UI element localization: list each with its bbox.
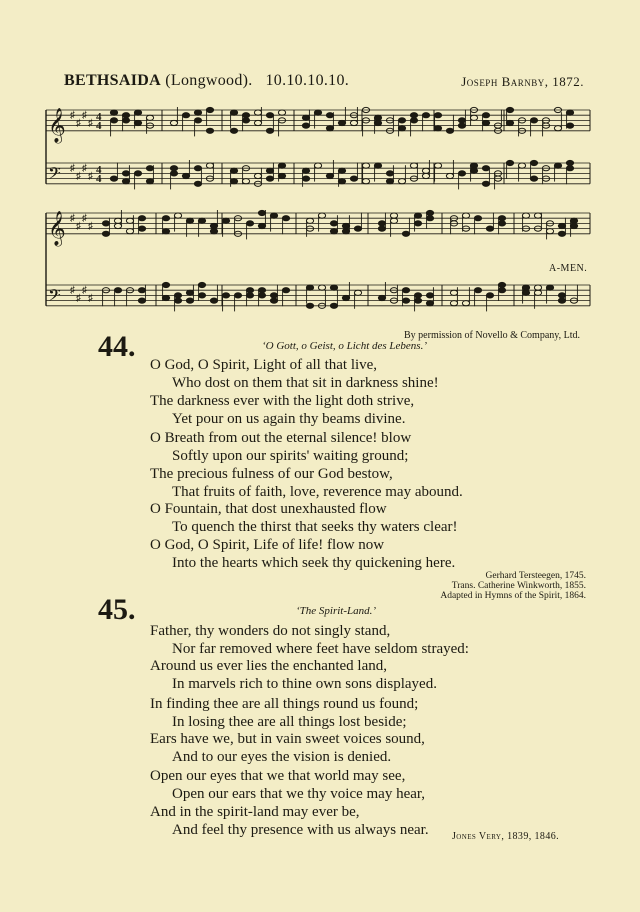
hymn-45-line: In losing thee are all things lost beside; — [172, 714, 407, 730]
sharp-icon: ♯ — [82, 110, 87, 122]
note-head — [258, 223, 265, 228]
sharp-icon: ♯ — [76, 293, 81, 304]
note-head — [138, 226, 145, 231]
note-head — [174, 293, 181, 298]
note-head — [222, 293, 229, 298]
note-head — [162, 295, 169, 300]
note-head — [414, 298, 421, 303]
note-head — [126, 218, 133, 223]
note-head — [246, 288, 253, 293]
note-head — [146, 166, 153, 171]
note-head — [338, 120, 345, 125]
hymn-45-source: ‘The Spirit-Land.’ — [296, 605, 377, 617]
note-head — [546, 285, 553, 290]
note-head — [546, 229, 553, 234]
note-head — [302, 176, 309, 181]
note-head — [566, 166, 573, 171]
note-head — [486, 293, 493, 298]
hymn-44-line: O Fountain, that dost unexhausted flow — [150, 501, 387, 517]
bass-clef-icon: 𝄢 — [48, 162, 61, 187]
hymn-45-line: Around us ever lies the enchanted land, — [150, 658, 388, 674]
time-signature-icon: 4 — [96, 164, 102, 176]
note-head — [302, 123, 309, 128]
note-head — [434, 113, 441, 118]
note-head — [422, 173, 429, 178]
permission-note: By permission of Novello & Company, Ltd. — [404, 330, 581, 341]
composer: Joseph Barnby, 1872. — [461, 74, 584, 89]
note-head — [258, 293, 265, 298]
note-head — [410, 163, 417, 168]
note-head — [426, 210, 433, 215]
note-head — [138, 288, 145, 293]
hymn-45-credit: Jones Very, 1839, 1846. — [452, 831, 560, 842]
note-head — [414, 221, 421, 226]
tune-meter: 10.10.10.10. — [265, 72, 350, 89]
note-head — [102, 221, 109, 226]
time-signature-icon: 4 — [96, 111, 102, 123]
credit-translator: Trans. Catherine Winkworth, 1855. — [451, 581, 586, 591]
hymn-45-line: Nor far removed where feet have seldom strayed: — [172, 641, 469, 657]
note-head — [398, 179, 405, 184]
note-head — [182, 173, 189, 178]
note-head — [558, 298, 565, 303]
note-head — [534, 285, 541, 290]
note-head — [530, 160, 537, 165]
note-head — [278, 163, 285, 168]
note-head — [174, 298, 181, 303]
note-head — [230, 110, 237, 115]
amen-label: A-MEN. — [549, 263, 588, 274]
note-head — [198, 218, 205, 223]
note-head — [318, 285, 325, 290]
note-head — [566, 123, 573, 128]
note-head — [566, 160, 573, 165]
note-head — [194, 110, 201, 115]
note-head — [570, 223, 577, 228]
note-head — [254, 173, 261, 178]
note-head — [470, 163, 477, 168]
note-head — [306, 303, 313, 308]
note-head — [414, 213, 421, 218]
note-head — [282, 288, 289, 293]
sharp-icon: ♯ — [76, 118, 81, 129]
note-head — [506, 160, 513, 165]
sharp-icon: ♯ — [70, 163, 75, 175]
sharp-icon: ♯ — [70, 285, 75, 297]
note-head — [570, 218, 577, 223]
note-head — [254, 110, 261, 115]
note-head — [330, 229, 337, 234]
note-head — [498, 282, 505, 287]
note-head — [194, 166, 201, 171]
note-head — [422, 113, 429, 118]
note-head — [458, 118, 465, 123]
note-head — [342, 295, 349, 300]
note-head — [234, 293, 241, 298]
note-head — [354, 290, 361, 295]
hymn-45-line: Open our ears that we thy voice may hear, — [172, 786, 426, 802]
note-head — [302, 168, 309, 173]
note-head — [426, 293, 433, 298]
note-head — [362, 163, 369, 168]
note-head — [174, 213, 181, 218]
note-head — [242, 118, 249, 123]
note-head — [426, 301, 433, 306]
note-head — [146, 179, 153, 184]
note-head — [134, 120, 141, 125]
note-head — [246, 221, 253, 226]
note-head — [386, 171, 393, 176]
note-head — [122, 171, 129, 176]
hymn-45-number: 45. — [98, 593, 136, 626]
note-head — [278, 110, 285, 115]
time-signature-icon: 4 — [96, 120, 102, 132]
note-head — [378, 221, 385, 226]
note-head — [434, 163, 441, 168]
note-head — [266, 168, 273, 173]
note-head — [206, 107, 213, 112]
note-head — [146, 115, 153, 120]
note-head — [206, 163, 213, 168]
note-head — [266, 113, 273, 118]
note-head — [350, 120, 357, 125]
note-head — [414, 293, 421, 298]
note-head — [170, 171, 177, 176]
note-head — [242, 113, 249, 118]
hymn-44-line: To quench the thirst that seeks thy waters clear! — [172, 519, 458, 535]
note-head — [558, 293, 565, 298]
hymn-44-source: ‘O Gott, o Geist, o Licht des Lebens.’ — [262, 340, 427, 352]
note-head — [186, 290, 193, 295]
sharp-icon: ♯ — [70, 110, 75, 122]
tune-name: BETHSAIDA — [64, 72, 161, 89]
note-head — [378, 226, 385, 231]
note-head — [450, 290, 457, 295]
note-head — [186, 218, 193, 223]
note-head — [282, 216, 289, 221]
note-head — [330, 303, 337, 308]
note-head — [254, 120, 261, 125]
sharp-icon: ♯ — [76, 221, 81, 232]
note-head — [186, 298, 193, 303]
note-head — [486, 226, 493, 231]
note-head — [506, 120, 513, 125]
note-head — [374, 120, 381, 125]
note-head — [206, 128, 213, 133]
note-head — [450, 301, 457, 306]
note-head — [498, 221, 505, 226]
note-head — [270, 213, 277, 218]
note-head — [222, 218, 229, 223]
time-signature-icon: 4 — [96, 173, 102, 185]
hymn-44-line: Yet pour on us again thy beams divine. — [172, 411, 406, 427]
sharp-icon: ♯ — [76, 171, 81, 182]
note-head — [266, 128, 273, 133]
note-head — [330, 285, 337, 290]
hymn-44-line: O Breath from out the eternal silence! blow — [150, 430, 412, 446]
note-head — [402, 298, 409, 303]
tune-title — [64, 72, 349, 90]
note-head — [102, 231, 109, 236]
note-head — [390, 218, 397, 223]
note-head — [230, 168, 237, 173]
note-head — [198, 293, 205, 298]
note-head — [354, 226, 361, 231]
note-head — [194, 118, 201, 123]
note-head — [110, 110, 117, 115]
note-head — [230, 128, 237, 133]
note-head — [302, 115, 309, 120]
note-head — [170, 166, 177, 171]
note-head — [474, 288, 481, 293]
note-head — [230, 179, 237, 184]
note-head — [398, 126, 405, 131]
note-head — [474, 216, 481, 221]
note-head — [482, 181, 489, 186]
note-head — [498, 288, 505, 293]
note-head — [458, 171, 465, 176]
treble-clef-icon: 𝄞 — [48, 107, 66, 143]
note-head — [554, 163, 561, 168]
note-head — [386, 179, 393, 184]
hymn-45-line: In finding thee are all things round us found; — [150, 696, 419, 712]
hymn-45-line: In marvels rich to thine own sons displayed. — [172, 676, 437, 692]
note-head — [122, 113, 129, 118]
note-head — [374, 115, 381, 120]
note-head — [306, 285, 313, 290]
note-head — [402, 231, 409, 236]
note-head — [122, 118, 129, 123]
note-head — [114, 218, 121, 223]
note-head — [326, 173, 333, 178]
sharp-icon: ♯ — [88, 221, 93, 232]
note-head — [110, 118, 117, 123]
note-head — [558, 223, 565, 228]
note-head — [246, 293, 253, 298]
note-head — [162, 216, 169, 221]
sharp-icon: ♯ — [70, 213, 75, 225]
hymn-44-line: Who dost on them that sit in darkness shine! — [172, 375, 439, 391]
note-head — [390, 213, 397, 218]
treble-clef-icon: 𝄞 — [48, 210, 66, 246]
sharp-icon: ♯ — [82, 213, 87, 225]
sharp-icon: ♯ — [88, 118, 93, 129]
note-head — [378, 295, 385, 300]
note-head — [410, 118, 417, 123]
note-head — [530, 118, 537, 123]
sharp-icon: ♯ — [82, 285, 87, 297]
note-head — [326, 113, 333, 118]
note-head — [138, 216, 145, 221]
note-head — [270, 293, 277, 298]
note-head — [446, 128, 453, 133]
note-head — [162, 282, 169, 287]
hymn-45-line: And in the spirit-land may ever be, — [150, 804, 360, 820]
sharp-icon: ♯ — [82, 163, 87, 175]
note-head — [522, 290, 529, 295]
note-head — [462, 213, 469, 218]
note-head — [278, 173, 285, 178]
note-head — [182, 113, 189, 118]
note-head — [554, 126, 561, 131]
note-head — [342, 223, 349, 228]
note-head — [314, 110, 321, 115]
note-head — [518, 163, 525, 168]
hymn-45-line: Open our eyes that we that world may see, — [150, 768, 406, 784]
bass-clef-icon: 𝄢 — [48, 284, 61, 309]
note-head — [410, 113, 417, 118]
sharp-icon: ♯ — [88, 293, 93, 304]
note-head — [498, 216, 505, 221]
note-head — [270, 298, 277, 303]
hymn-44-line: O God, O Spirit, Light of all that live, — [150, 357, 378, 373]
tune-header — [64, 72, 584, 94]
note-head — [534, 290, 541, 295]
note-head — [170, 120, 177, 125]
hymn-44-line: The precious fulness of our God bestow, — [150, 466, 393, 482]
note-head — [566, 110, 573, 115]
note-head — [242, 179, 249, 184]
note-head — [338, 168, 345, 173]
hymn-44-line: Softly upon our spirits' waiting ground; — [172, 448, 409, 464]
hymn-44-credits — [440, 571, 586, 601]
hymn-44-line: The darkness ever with the light doth strive, — [150, 393, 415, 409]
note-head — [482, 120, 489, 125]
note-head — [462, 301, 469, 306]
hymn-45-line: And to our eyes the vision is denied. — [172, 749, 392, 765]
note-head — [558, 231, 565, 236]
note-head — [362, 179, 369, 184]
note-head — [210, 229, 217, 234]
hymn-44-line: O God, O Spirit, Life of life! flow now — [150, 537, 385, 553]
credit-author: Gerhard Tersteegen, 1745. — [485, 571, 586, 581]
note-head — [314, 163, 321, 168]
note-head — [114, 223, 121, 228]
note-head — [482, 113, 489, 118]
note-head — [522, 285, 529, 290]
note-head — [374, 163, 381, 168]
note-head — [126, 229, 133, 234]
note-head — [470, 115, 477, 120]
note-head — [402, 288, 409, 293]
note-head — [306, 218, 313, 223]
music-score — [44, 100, 594, 330]
note-head — [534, 213, 541, 218]
note-head — [258, 288, 265, 293]
note-head — [426, 216, 433, 221]
note-head — [522, 213, 529, 218]
note-head — [198, 282, 205, 287]
hymn-45-line: Father, thy wonders do not singly stand, — [150, 623, 391, 639]
note-head — [194, 181, 201, 186]
note-head — [506, 107, 513, 112]
hymn-44-line: Into the hearts which seek thy quickening here. — [172, 555, 456, 571]
note-head — [446, 173, 453, 178]
note-head — [210, 223, 217, 228]
tune-name-extra: (Longwood). — [165, 72, 253, 89]
note-head — [326, 126, 333, 131]
note-head — [110, 176, 117, 181]
note-head — [122, 179, 129, 184]
hymn-45-line: Ears have we, but in vain sweet voices sound, — [150, 731, 425, 747]
note-head — [398, 118, 405, 123]
note-head — [138, 298, 145, 303]
hymn-44-line: That fruits of faith, love, reverence may abound. — [172, 484, 463, 500]
note-head — [318, 213, 325, 218]
note-head — [162, 229, 169, 234]
note-head — [330, 221, 337, 226]
note-head — [530, 176, 537, 181]
note-head — [342, 229, 349, 234]
note-head — [134, 110, 141, 115]
note-head — [258, 210, 265, 215]
note-head — [210, 298, 217, 303]
note-head — [434, 126, 441, 131]
note-head — [470, 168, 477, 173]
note-head — [134, 171, 141, 176]
note-head — [458, 123, 465, 128]
hymn-44-number: 44. — [98, 330, 136, 363]
note-head — [482, 166, 489, 171]
note-head — [422, 168, 429, 173]
note-head — [114, 288, 121, 293]
sharp-icon: ♯ — [88, 171, 93, 182]
note-head — [338, 179, 345, 184]
note-head — [266, 176, 273, 181]
hymn-45-line: And feel thy presence with us always near. — [172, 822, 429, 838]
credit-adaptation: Adapted in Hymns of the Spirit, 1864. — [440, 591, 586, 601]
note-head — [350, 176, 357, 181]
